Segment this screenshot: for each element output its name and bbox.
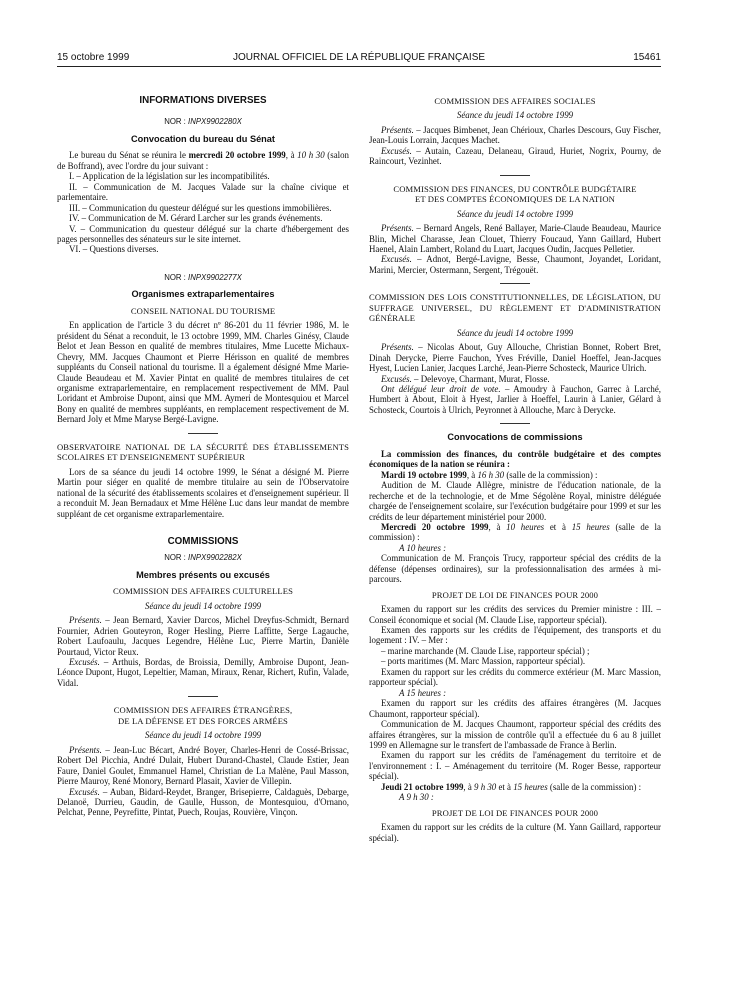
right-column: [369, 96, 661, 843]
jeudi-line: Jeudi 21 octobre 1999, à 9 h 30 et à 15 heures (salle de la commission) :: [381, 781, 642, 792]
cl-presents: Présents. – Nicolas About, Guy Allouche, Christian Bonnet, Robert Bret, Dinah Derycke, Pierre Fauchon, Yves Fréville, Daniel Hoeffel, Jean-Jacques Hyest, Lucien Lanier, Jacques Larché, Jean-Pierre Schosteck, Maurice Ulrich.: [369, 342, 661, 374]
cf-excuses: Excusés. – Adnot, Bergé-Lavigne, Besse, Chaumont, Joyandet, Loridant, Marini, Mercier, Ostermann, Sergent, Trégouët.: [369, 254, 661, 275]
convocations-title: Convocations de commissions: [447, 432, 583, 443]
header-page-number: 15461: [633, 52, 661, 63]
nor-reference: NOR : INPX9902282X: [164, 553, 242, 563]
plf-item: Examen du rapport sur les crédits des services du Premier ministre : III. – Conseil économique et social (M. Claude Lise, rapporteur spécial).: [369, 604, 661, 625]
cas-presents: Présents. – Jacques Bimbenet, Jean Chérioux, Charles Descours, Guy Fischer, Jean-Louis Lorrain, Jacques Machet.: [369, 124, 661, 146]
agenda-item: III. – Communication du questeur délégué sur les questions immobilières.: [69, 202, 332, 213]
cas-excuses: Excusés. – Autain, Cazeau, Delaneau, Giraud, Huriet, Nogrix, Pourny, de Raincourt, Vezinhet.: [369, 145, 661, 167]
cae-presents: Présents. – Jean-Luc Bécart, André Boyer, Charles-Henri de Cossé-Brissac, Robert Del Picchia, André Dulait, Hubert Durand-Chastel, Claude Estier, Jean Faure, Daniel Goulet, Emmanuel Hamel, Christian de La Malène, Paul Masson, Pierre Mauroy, René Monory, Bernard Plasait, Xavier de Villepin.: [57, 744, 349, 787]
last-item: Examen du rapport sur les crédits de la culture (M. Yann Gaillard, rapporteur spécial).: [369, 822, 661, 843]
cac-presents: Présents. – Jean Bernard, Xavier Darcos, Michel Dreyfus-Schmidt, Bernard Fournier, Adrien Gouteyron, Roger Hesling, Pierre Laffitte, Serge Lagauche, Robert Laufoaulu, Jacques Legendre, Hélène Luc, Pierre Martin, Danièle Pourtaud, Victor Reux.: [57, 615, 349, 657]
session-date: Séance du jeudi 14 octobre 1999: [456, 110, 574, 121]
plf-item: Examen des rapports sur les crédits de l'équipement, des transports et du logement : IV. – Mer :: [369, 625, 661, 646]
cac-title: COMMISSION DES AFFAIRES CULTURELLES: [113, 586, 293, 597]
convocation-intro: Le bureau du Sénat se réunira le mercredi 20 octobre 1999, à 10 h 30 (salon de Boffrand), avec l'ordre du jour suivant :: [57, 150, 349, 171]
a15-item: Examen du rapport sur les crédits de l'aménagement du territoire et de l'environnement : I. – Aménagement du territoire (M. Roger Besse, rapporteur spécial).: [369, 750, 661, 782]
header-date: 15 octobre 1999: [57, 52, 130, 63]
session-date: Séance du jeudi 14 octobre 1999: [456, 327, 574, 338]
separator: [188, 433, 218, 434]
session-date: Séance du jeudi 14 octobre 1999: [144, 730, 262, 741]
nor-reference: NOR : INPX9902277X: [164, 272, 242, 282]
cac-excuses: Excusés. – Arthuis, Bordas, de Broissia, Demilly, Ambroise Dupont, Jean-Léonce Dupont, Hugot, Lepeltier, Maman, Miraux, Renar, Richert, Rufin, Valade, Vidal.: [57, 657, 349, 688]
session-date: Séance du jeudi 14 octobre 1999: [144, 600, 262, 611]
cas-title: COMMISSION DES AFFAIRES SOCIALES: [434, 96, 596, 106]
header-journal-title: JOURNAL OFFICIEL DE LA RÉPUBLIQUE FRANÇAISE: [232, 52, 486, 63]
agenda-item: VI. – Questions diverses.: [69, 244, 159, 255]
cf-presents: Présents. – Bernard Angels, René Ballayer, Marie-Claude Beaudeau, Maurice Blin, Michel Charasse, Jean Clouet, Thierry Foucaud, Yann Gaillard, Hubert Haenel, Alain Lambert, Roland du Luart, Jacques Oudin, Jacques Pelletier.: [369, 223, 661, 254]
agenda-item: I. – Application de la législation sur les incompatibilités.: [69, 171, 270, 182]
a10-text: Communication de M. François Trucy, rapporteur spécial des crédits de la défense (dépenses ordinaires), sur la professionnalisation des armées à mi-parcours.: [369, 553, 661, 585]
a15-item: Examen du rapport sur les crédits des affaires étrangères (M. Jacques Chaumont, rapporteur spécial).: [369, 698, 661, 719]
plf-title-2: PROJET DE LOI DE FINANCES POUR 2000: [431, 807, 599, 818]
nor-reference: NOR : INPX9902280X: [164, 117, 242, 127]
left-column: [57, 96, 349, 818]
cnt-text: En application de l'article 3 du décret nº 86-201 du 11 février 1986, M. le président du Sénat a reconduit, le 13 octobre 1999, MM. Charles Ginésy, Claude Belot et Jean Besson en qualité de membres titulaires, Mme Lucette Michaux-Chevry, MM. Jacques Chaumont et Pierre Hérisson en qualité de membres suppléants du Conseil national du tourisme. Il a également désigné Mme Marie-Claude Beaudeau et M. Xavier Pintat en qualité de membres titulaires de cet organisme extraparlementaire, en remplacement respectivement de MM. Paul Loridant et Ambroise Dupont, ainsi que MM. Aymeri de Montesquiou et Marcel Bony en qualité de membres suppléants, en remplacement respectivement de M. Bernard Joly et Mme Maryse Bergé-Lavigne.: [57, 320, 349, 425]
mardi-line: Mardi 19 octobre 1999, à 16 h 30 (salle de la commission) :: [381, 469, 598, 480]
separator: [188, 696, 218, 697]
cl-excuses: Excusés. – Delevoye, Charmant, Murat, Flosse.: [381, 373, 550, 384]
plf-title: PROJET DE LOI DE FINANCES POUR 2000: [431, 589, 599, 600]
separator: [500, 423, 530, 424]
cnt-title: CONSEIL NATIONAL DU TOURISME: [130, 305, 276, 316]
a10-heading: A 10 heures :: [399, 542, 447, 553]
convocations-intro: La commission des finances, du contrôle budgétaire et des comptes économiques de la nation se réunira :: [369, 448, 661, 470]
session-date: Séance du jeudi 14 octobre 1999: [456, 208, 574, 219]
mercredi-line: Mercredi 20 octobre 1999, à 10 heures et à 15 heures (salle de la commission) :: [369, 521, 661, 543]
cae-title-line2: DE LA DÉFENSE ET DES FORCES ARMÉES: [118, 715, 288, 726]
cf-title-line1: COMMISSION DES FINANCES, DU CONTRÔLE BUDGÉTAIRE: [393, 183, 637, 194]
agenda-item: II. – Communication de M. Jacques Valade sur la chaîne civique et parlementaire.: [57, 181, 349, 203]
plf-item: – ports maritimes (M. Marc Massion, rapporteur spécial).: [381, 656, 586, 667]
cf-title-line2: ET DES COMPTES ÉCONOMIQUES DE LA NATION: [415, 194, 615, 205]
plf-item: Examen du rapport sur les crédits du commerce extérieur (M. Marc Massion, rapporteur spécial).: [369, 666, 661, 688]
separator: [500, 175, 530, 176]
cl-title: COMMISSION DES LOIS CONSTITUTIONNELLES, DE LÉGISLATION, DU SUFFRAGE UNIVERSEL, DU RÈGLEMENT ET D'ADMINISTRATION GÉNÉRALE: [369, 292, 661, 324]
section-title-commissions: COMMISSIONS: [167, 535, 239, 547]
agenda-item: V. – Communication du questeur délégué sur la charte d'hébergement des pages personnelles des sénateurs sur le site internet.: [57, 223, 349, 244]
cae-title-line1: COMMISSION DES AFFAIRES ÉTRANGÈRES,: [113, 705, 293, 716]
a930-heading: A 9 h 30 :: [399, 792, 434, 803]
section-title-informations-diverses: INFORMATIONS DIVERSES: [139, 95, 267, 106]
membres-title: Membres présents ou excusés: [136, 569, 270, 580]
cae-excuses: Excusés. – Auban, Bidard-Reydet, Branger, Brisepierre, Caldaguès, Debarge, Delanoë, Durrieu, Gaudin, de Gaulle, Husson, de Montesquiou, d'Ornano, Pelchat, Penne, Peyrefitte, Pintat, Puech, Roujas, Rouvière, Vinçon.: [57, 786, 349, 818]
convocation-bureau-title: Convocation du bureau du Sénat: [131, 133, 275, 144]
a15-item: Communication de M. Jacques Chaumont, rapporteur spécial des crédits des affaires étrangères, sur la mission de contrôle qu'il a effectuée du 6 au 8 juillet 1999 en Allemagne sur le transfert de l'ambassade de France à Berlin.: [369, 719, 661, 751]
plf-item: – marine marchande (M. Claude Lise, rapporteur spécial) ;: [381, 645, 590, 656]
page-header: [57, 50, 661, 67]
cl-delegue: Ont délégué leur droit de vote. – Amoudry à Fauchon, Garrec à Larché, Humbert à About, Eloit à Hyest, Jarlier à Hoeffel, Laurin à Lanier, Gélard à Schosteck, Courtois à Ulrich, Peyronnet à Allouche, Marc à Derycke.: [369, 383, 661, 415]
observatoire-text: Lors de sa séance du jeudi 14 octobre 1999, le Sénat a désigné M. Pierre Martin pour siéger en qualité de membre titulaire au sein de l'Observatoire national de la sécurité des établissements scolaires et d'enseignement supérieur. Il a reconduit M. Jean Bernadaux et Mme Hélène Luc dans leur mandat de membre suppléant de cet organisme extraparlementaire.: [57, 466, 349, 519]
agenda-item: IV. – Communication de M. Gérard Larcher sur les grands événements.: [69, 213, 323, 224]
mardi-text: Audition de M. Claude Allègre, ministre de l'éducation nationale, de la recherche et de la technologie, et de Mme Ségolène Royal, ministre déléguée chargée de l'enseignement scolaire, sur l'exécution budgétaire pour 1999 et sur les crédits de leur département ministériel pour 2000.: [369, 480, 661, 522]
separator: [500, 283, 530, 284]
a15-heading: A 15 heures :: [399, 687, 447, 698]
organismes-title: Organismes extraparlementaires: [131, 289, 275, 300]
observatoire-title: OBSERVATOIRE NATIONAL DE LA SÉCURITÉ DES ÉTABLISSEMENTS SCOLAIRES ET D'ENSEIGNEMENT SUPÉRIEUR: [57, 441, 349, 463]
